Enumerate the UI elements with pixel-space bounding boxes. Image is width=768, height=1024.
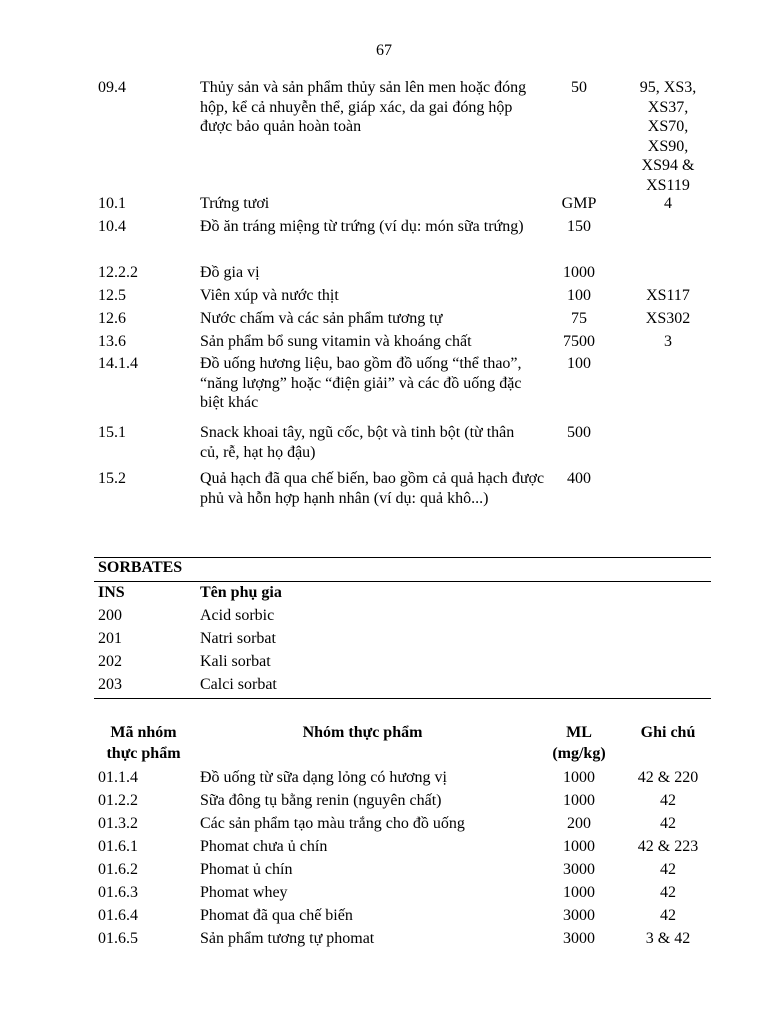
max-level: 100 bbox=[567, 287, 591, 304]
max-level: 7500 bbox=[563, 333, 595, 350]
max-level: GMP bbox=[561, 195, 597, 212]
additive-name: Kali sorbat bbox=[200, 653, 271, 670]
food-group-name: Quả hạch đã qua chế biến, bao gồm cả quả hạch được phủ và hỗn hợp hạnh nhân (ví dụ: quả khô...) bbox=[200, 470, 545, 507]
max-level: 150 bbox=[567, 218, 591, 235]
max-level: 3000 bbox=[563, 861, 595, 878]
food-group-name: Đồ uống hương liệu, bao gồm đồ uống “thể thao”, “năng lượng” hoặc “điện giải” và các đồ uống đặc biệt khác bbox=[200, 355, 522, 411]
food-group-name: Nước chấm và các sản phẩm tương tự bbox=[200, 310, 443, 327]
ins-column-header: INS bbox=[98, 584, 125, 601]
food-group-code: 01.3.2 bbox=[98, 815, 138, 832]
note: 42 bbox=[660, 792, 676, 809]
food-group-code: 09.4 bbox=[98, 79, 126, 96]
note: 42 & 220 bbox=[637, 769, 699, 786]
max-level: 3000 bbox=[563, 930, 595, 947]
food-group-code: 12.6 bbox=[98, 310, 126, 327]
max-level-header: ML (mg/kg) bbox=[552, 724, 606, 762]
max-level: 1000 bbox=[563, 792, 595, 809]
food-group-code: 10.4 bbox=[98, 218, 126, 235]
food-group-code: 14.1.4 bbox=[98, 355, 138, 372]
ins-code: 200 bbox=[98, 607, 122, 624]
food-group-code-header: Mã nhóm thực phẩm bbox=[106, 724, 181, 762]
note: 42 bbox=[660, 907, 676, 924]
max-level: 50 bbox=[571, 79, 587, 96]
note: 42 & 223 bbox=[637, 838, 699, 855]
food-group-code: 01.6.1 bbox=[98, 838, 138, 855]
max-level: 100 bbox=[567, 355, 591, 372]
ins-code: 202 bbox=[98, 653, 122, 670]
food-group-name: Sữa đông tụ bằng renin (nguyên chất) bbox=[200, 792, 442, 809]
food-group-code: 15.2 bbox=[98, 470, 126, 487]
food-group-code: 01.6.3 bbox=[98, 884, 138, 901]
food-group-name: Trứng tươi bbox=[200, 195, 270, 212]
additive-name: Calci sorbat bbox=[200, 676, 277, 693]
food-group-code: 10.1 bbox=[98, 195, 126, 212]
food-group-name: Sản phẩm tương tự phomat bbox=[200, 930, 375, 947]
food-group-code: 13.6 bbox=[98, 333, 126, 350]
max-level: 200 bbox=[567, 815, 591, 832]
page-number: 67 bbox=[376, 42, 392, 59]
max-level: 75 bbox=[571, 310, 587, 327]
food-group-code: 01.6.5 bbox=[98, 930, 138, 947]
food-group-code: 12.5 bbox=[98, 287, 126, 304]
max-level: 500 bbox=[567, 424, 591, 441]
note: XS117 bbox=[646, 287, 690, 304]
note: 42 bbox=[660, 815, 676, 832]
note: 4 bbox=[664, 195, 672, 212]
max-level: 1000 bbox=[563, 838, 595, 855]
food-group-name: Phomat chưa ủ chín bbox=[200, 838, 328, 855]
note: 3 & 42 bbox=[645, 930, 691, 947]
max-level: 3000 bbox=[563, 907, 595, 924]
note: 3 bbox=[664, 333, 672, 350]
food-group-code: 12.2.2 bbox=[98, 264, 138, 281]
food-group-name: Viên xúp và nước thịt bbox=[200, 287, 339, 304]
section-divider bbox=[94, 557, 711, 558]
additive-name: Natri sorbat bbox=[200, 630, 276, 647]
note: 42 bbox=[660, 861, 676, 878]
section-divider bbox=[94, 581, 711, 582]
max-level: 400 bbox=[567, 470, 591, 487]
max-level: 1000 bbox=[563, 884, 595, 901]
additive-name-column-header: Tên phụ gia bbox=[200, 584, 282, 601]
max-level: 1000 bbox=[563, 264, 595, 281]
note-header: Ghi chú bbox=[640, 724, 696, 741]
section-title: SORBATES bbox=[98, 559, 183, 576]
food-group-name: Thủy sản và sản phẩm thủy sản lên men hoặc đóng hộp, kể cả nhuyễn thể, giáp xác, da gai đóng hộp được bảo quản hoàn toàn bbox=[200, 79, 527, 135]
food-group-name: Phomat whey bbox=[200, 884, 288, 901]
max-level: 1000 bbox=[563, 769, 595, 786]
food-group-code: 15.1 bbox=[98, 424, 126, 441]
food-group-name: Sản phẩm bổ sung vitamin và khoáng chất bbox=[200, 333, 472, 350]
note: 42 bbox=[660, 884, 676, 901]
food-group-name: Phomat ủ chín bbox=[200, 861, 293, 878]
food-group-name: Đồ ăn tráng miệng từ trứng (ví dụ: món sữa trứng) bbox=[200, 218, 524, 235]
food-group-code: 01.6.2 bbox=[98, 861, 138, 878]
ins-code: 201 bbox=[98, 630, 122, 647]
food-group-name: Phomat đã qua chế biến bbox=[200, 907, 353, 924]
food-group-name: Đồ uống từ sữa dạng lỏng có hương vị bbox=[200, 769, 447, 786]
food-group-code: 01.1.4 bbox=[98, 769, 138, 786]
food-group-code: 01.2.2 bbox=[98, 792, 138, 809]
food-group-code: 01.6.4 bbox=[98, 907, 138, 924]
food-group-name: Các sản phẩm tạo màu trắng cho đồ uống bbox=[200, 815, 465, 832]
note: XS302 bbox=[645, 310, 691, 327]
ins-code: 203 bbox=[98, 676, 122, 693]
food-group-name: Đồ gia vị bbox=[200, 264, 260, 281]
section-divider bbox=[94, 698, 711, 699]
food-group-name: Snack khoai tây, ngũ cốc, bột và tinh bột (từ thân củ, rễ, hạt họ đậu) bbox=[200, 424, 515, 461]
note: 95, XS3, XS37, XS70, XS90, XS94 & XS119 bbox=[639, 79, 697, 194]
food-group-name-header: Nhóm thực phẩm bbox=[302, 724, 423, 741]
additive-name: Acid sorbic bbox=[200, 607, 275, 624]
